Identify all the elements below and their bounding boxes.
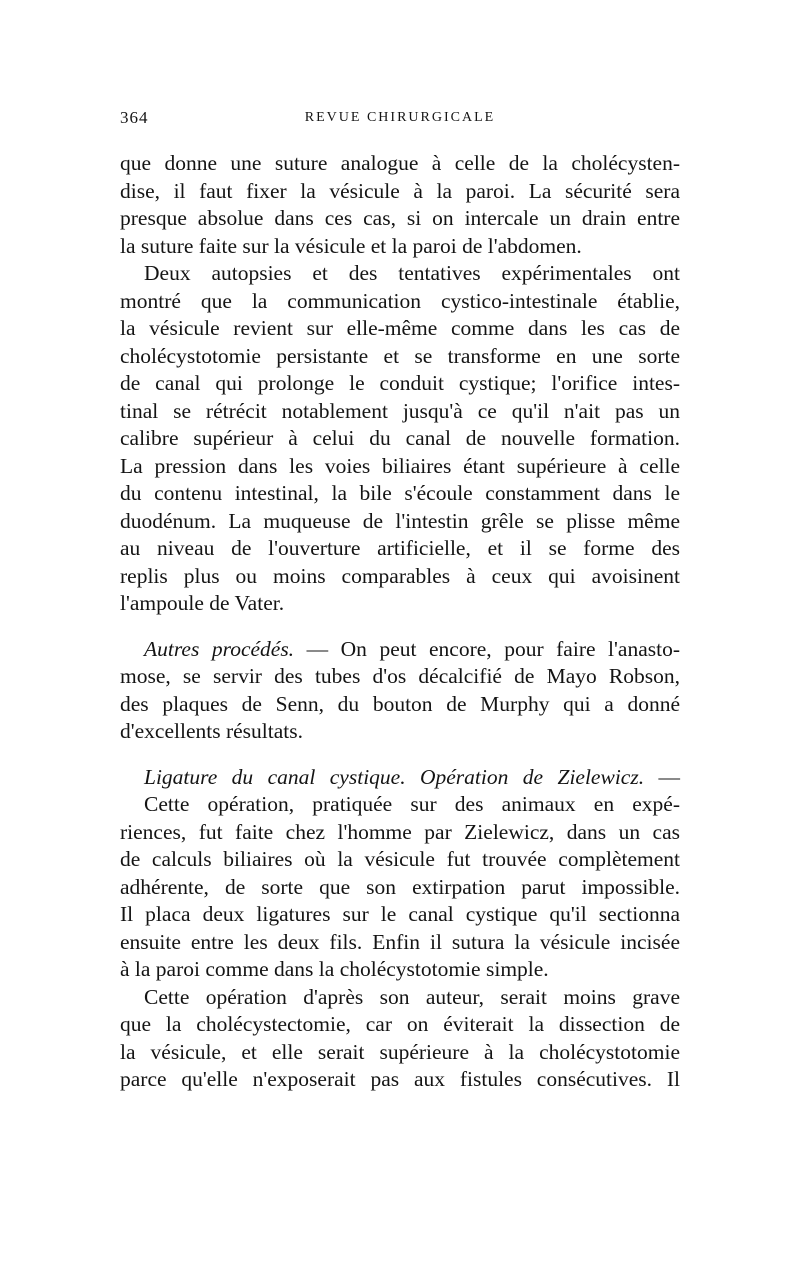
text-line: de canal qui prolonge le conduit cystique; l'orifice intes- <box>120 371 680 395</box>
text-line: la suture faite sur la vésicule et la paroi de l'abdomen. <box>120 233 582 258</box>
text-line: riences, fut faite chez l'homme par Zielewicz, dans un cas <box>120 819 680 844</box>
text-line: tinal se rétrécit notablement jusqu'à ce qu'il n'ait pas un <box>120 398 680 423</box>
text-line: parce qu'elle n'exposerait pas aux fistules consécutives. Il <box>120 1067 680 1091</box>
document-page <box>120 108 680 1094</box>
running-title: REVUE CHIRURGICALE <box>304 110 496 125</box>
text-fragment: — <box>644 764 680 789</box>
paragraph-3 <box>120 636 680 746</box>
text-line: dise, il faut fixer la vésicule à la paroi. La sécurité sera <box>120 178 680 203</box>
text-line: La pression dans les voies biliaires étant supérieure à celle <box>120 453 680 478</box>
text-line: du contenu intestinal, la bile s'écoule constamment dans le <box>120 481 680 505</box>
text-line: que donne une suture analogue à celle de la cholécysten- <box>120 151 680 175</box>
text-line: cholécystotomie persistante et se transforme en une sorte <box>120 343 680 368</box>
section-heading: Autres procédés. <box>144 636 295 661</box>
text-line: la vésicule, et elle serait supérieure à la cholécystotomie <box>120 1039 680 1064</box>
text-line: mose, se servir des tubes d'os décalcifié de Mayo Robson, <box>120 664 680 688</box>
text-line: la vésicule revient sur elle-même comme dans les cas de <box>120 316 680 340</box>
paragraph-1 <box>120 150 680 260</box>
text-line: replis plus ou moins comparables à ceux qui avoisinent <box>120 563 680 588</box>
text-line: Cette opération d'après son auteur, serait moins grave <box>144 984 680 1009</box>
text-line: duodénum. La muqueuse de l'intestin grêle se plisse même <box>120 508 680 533</box>
text-line: de calculs biliaires où la vésicule fut trouvée complètement <box>120 847 680 871</box>
paragraph-4 <box>120 764 680 984</box>
text-line: ensuite entre les deux fils. Enfin il sutura la vésicule incisée <box>120 929 680 954</box>
text-line: d'excellents résultats. <box>120 719 303 743</box>
page-number: 364 <box>120 108 149 127</box>
text-line: que la cholécystectomie, car on éviterait la dissection de <box>120 1012 680 1036</box>
text-line: des plaques de Senn, du bouton de Murphy qui a donné <box>120 691 680 716</box>
text-line: Deux autopsies et des tentatives expérimentales ont <box>144 261 680 285</box>
text-line: l'ampoule de Vater. <box>120 591 285 615</box>
body-text <box>120 150 680 1094</box>
section-heading: Ligature du canal cystique. Opération de Zielewicz. <box>144 764 645 789</box>
text-line: au niveau de l'ouverture artificielle, et il se forme des <box>120 536 680 560</box>
text-line <box>120 764 680 792</box>
text-line: à la paroi comme dans la cholécystotomie simple. <box>120 957 549 981</box>
text-line: Cette opération, pratiquée sur des animaux en expé- <box>144 792 680 816</box>
text-line: montré que la communication cystico-intestinale établie, <box>120 288 680 313</box>
text-fragment: — On peut encore, pour faire l'anasto- <box>294 636 680 661</box>
text-line: adhérente, de sorte que son extirpation parut impossible. <box>120 874 680 899</box>
page-header <box>120 108 680 138</box>
text-line <box>120 636 680 664</box>
text-line: Il placa deux ligatures sur le canal cystique qu'il sectionna <box>120 902 680 926</box>
paragraph-2 <box>120 260 680 618</box>
text-line: calibre supérieur à celui du canal de nouvelle formation. <box>120 426 680 450</box>
text-line: presque absolue dans ces cas, si on intercale un drain entre <box>120 206 680 230</box>
paragraph-5 <box>120 984 680 1094</box>
